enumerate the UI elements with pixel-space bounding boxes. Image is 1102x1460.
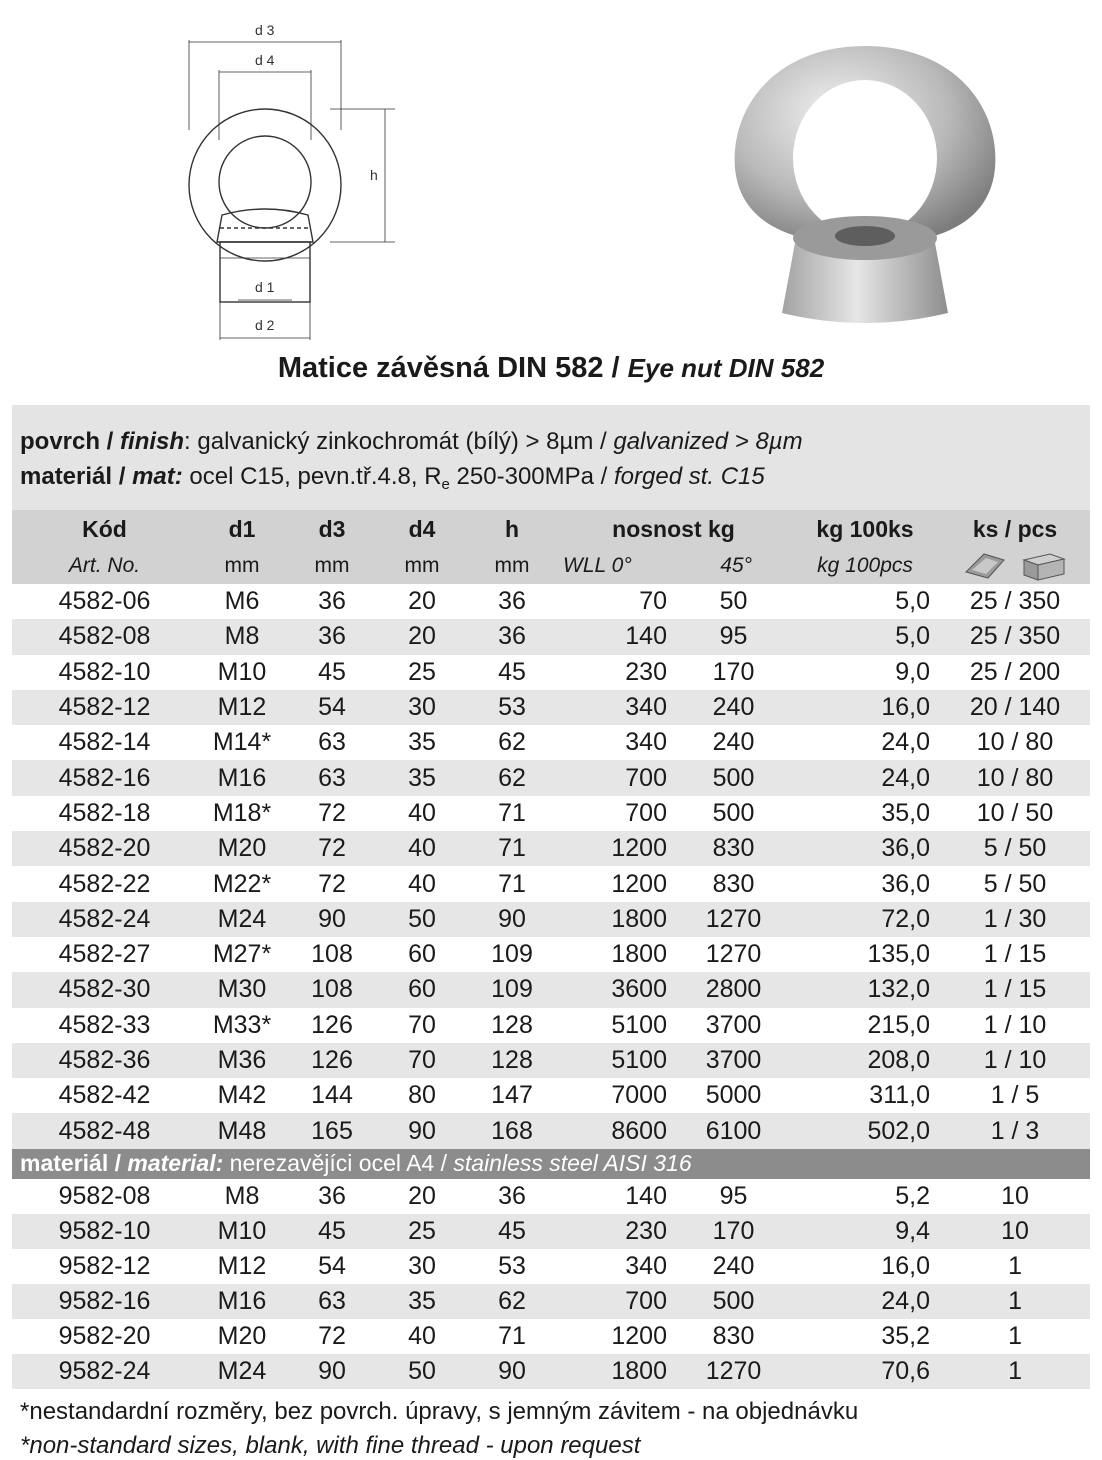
cell-code: 4582-16 bbox=[12, 760, 197, 795]
cell-pcs: 25 / 200 bbox=[969, 657, 1061, 686]
section-text-en: stainless steel AISI 316 bbox=[453, 1150, 692, 1177]
cell-d4: 40 bbox=[408, 798, 436, 827]
header-row-1 bbox=[12, 510, 1090, 548]
table-row bbox=[12, 796, 1090, 831]
table-row bbox=[12, 584, 1090, 619]
cell-wll-0: 7000 bbox=[611, 1081, 667, 1110]
cell-d3: 45 bbox=[287, 1214, 377, 1249]
cell-d4: 20 bbox=[408, 587, 436, 616]
cell-d1: M8 bbox=[197, 619, 287, 654]
product-table bbox=[12, 510, 1090, 1389]
cell-h: 128 bbox=[491, 1010, 533, 1039]
header-art-no: Art. No. bbox=[12, 548, 197, 584]
cell-d3: 63 bbox=[318, 728, 346, 757]
section-text-cz: nerezavějíci ocel A4 / bbox=[223, 1150, 447, 1177]
cell-pcs: 5 / 50 bbox=[940, 831, 1090, 866]
cell-wll-45: 170 bbox=[677, 1214, 790, 1249]
cell-d1: M14* bbox=[212, 728, 272, 757]
cell-d3: 90 bbox=[287, 902, 377, 937]
cell-d1: M22* bbox=[212, 869, 272, 898]
cell-d1: M20 bbox=[197, 831, 287, 866]
header-code: Kód bbox=[12, 510, 197, 548]
cell-weight: 215,0 bbox=[867, 1010, 931, 1039]
dim-label-d1: d 1 bbox=[255, 279, 275, 295]
stainless-rows bbox=[12, 1179, 1090, 1389]
cell-d1: M36 bbox=[197, 1043, 287, 1078]
header-row-2 bbox=[12, 548, 1090, 584]
header-unit-h: mm bbox=[467, 548, 557, 584]
cell-pcs: 1 / 3 bbox=[940, 1113, 1090, 1148]
table-row bbox=[12, 1043, 1090, 1078]
cell-code: 4582-22 bbox=[58, 869, 151, 898]
material-text-b: 250-300MPa / bbox=[449, 463, 608, 490]
cell-pcs: 10 bbox=[940, 1214, 1090, 1249]
cell-d3: 72 bbox=[318, 1321, 346, 1350]
cell-code: 9582-12 bbox=[58, 1251, 151, 1280]
cell-weight: 36,0 bbox=[790, 831, 940, 866]
table-row bbox=[12, 1078, 1090, 1113]
cell-wll-45: 6100 bbox=[677, 1113, 790, 1148]
table-row bbox=[12, 690, 1090, 725]
cell-d1: M48 bbox=[197, 1113, 287, 1148]
cell-d3: 72 bbox=[318, 869, 346, 898]
cell-wll-45: 95 bbox=[719, 1181, 748, 1210]
cell-wll-0: 700 bbox=[625, 798, 667, 827]
cell-d1: M24 bbox=[197, 1354, 287, 1389]
cell-code: 4582-12 bbox=[12, 690, 197, 725]
header-d1: d1 bbox=[197, 510, 287, 548]
cell-d4: 30 bbox=[377, 690, 467, 725]
eye-nut-technical-drawing bbox=[180, 10, 410, 350]
cell-d1: M10 bbox=[217, 657, 267, 686]
material-sub: e bbox=[441, 476, 450, 493]
cell-wll-0: 140 bbox=[557, 619, 677, 654]
cell-wll-0: 1800 bbox=[557, 1354, 677, 1389]
cell-d4: 40 bbox=[408, 1321, 436, 1350]
cell-wll-45: 830 bbox=[712, 869, 755, 898]
cell-wll-45: 170 bbox=[712, 657, 755, 686]
cell-wll-0: 230 bbox=[557, 1214, 677, 1249]
cell-code: 9582-08 bbox=[58, 1181, 151, 1210]
cell-d1: M42 bbox=[217, 1081, 267, 1110]
cell-weight: 70,6 bbox=[790, 1354, 940, 1389]
header-capacity: nosnost kg bbox=[557, 510, 790, 548]
cell-weight: 135,0 bbox=[867, 940, 931, 969]
table-row bbox=[12, 937, 1090, 972]
title-cz: Matice závěsná DIN 582 / bbox=[277, 352, 620, 384]
cell-d3: 108 bbox=[287, 972, 377, 1007]
header-wll-0: WLL 0° bbox=[563, 554, 632, 577]
cell-wll-0: 230 bbox=[625, 657, 667, 686]
cell-pcs: 1 bbox=[1008, 1251, 1022, 1280]
cell-weight: 5,0 bbox=[790, 619, 940, 654]
cell-d1: M12 bbox=[197, 690, 287, 725]
table-row bbox=[12, 760, 1090, 795]
cell-d4: 20 bbox=[377, 619, 467, 654]
cell-pcs: 1 / 15 bbox=[983, 940, 1047, 969]
cell-d1: M18* bbox=[212, 798, 272, 827]
cell-d3: 126 bbox=[287, 1043, 377, 1078]
cell-pcs: 10 / 80 bbox=[940, 760, 1090, 795]
table-row bbox=[12, 1319, 1090, 1354]
table-row bbox=[12, 866, 1090, 901]
dim-label-d4: d 4 bbox=[255, 52, 275, 68]
header-d3: d3 bbox=[287, 510, 377, 548]
cell-h: 90 bbox=[467, 1354, 557, 1389]
cell-wll-45: 5000 bbox=[705, 1081, 762, 1110]
cell-d4: 35 bbox=[377, 1284, 467, 1319]
cell-pcs: 1 / 10 bbox=[940, 1043, 1090, 1078]
bag-icon bbox=[964, 550, 1006, 580]
cell-d4: 70 bbox=[377, 1043, 467, 1078]
cell-wll-45: 240 bbox=[712, 1251, 755, 1280]
spec-box bbox=[12, 405, 1090, 510]
cell-h: 45 bbox=[498, 657, 526, 686]
cell-d4: 35 bbox=[377, 760, 467, 795]
cell-wll-45: 500 bbox=[712, 798, 755, 827]
cell-h: 109 bbox=[491, 940, 533, 969]
cell-wll-45: 500 bbox=[677, 760, 790, 795]
cell-code: 4582-06 bbox=[58, 587, 151, 616]
table-row bbox=[12, 619, 1090, 654]
cell-weight: 311,0 bbox=[869, 1081, 931, 1110]
finish-text-en: galvanized > 8µm bbox=[613, 428, 803, 455]
cell-weight: 35,2 bbox=[881, 1321, 931, 1350]
table-row bbox=[12, 902, 1090, 937]
eye-nut-photo bbox=[700, 38, 1030, 328]
cell-d1: M27* bbox=[212, 940, 272, 969]
cell-d4: 25 bbox=[377, 1214, 467, 1249]
cell-code: 4582-48 bbox=[12, 1113, 197, 1148]
cell-d3: 63 bbox=[287, 1284, 377, 1319]
cell-code: 4582-18 bbox=[58, 798, 151, 827]
material-line bbox=[20, 463, 765, 493]
footnote-en: *non-standard sizes, blank, with fine thread - upon request bbox=[20, 1432, 641, 1459]
finish-text: : galvanický zinkochromát (bílý) > 8µm / bbox=[184, 428, 607, 455]
galvanized-rows bbox=[12, 584, 1090, 1149]
cell-weight: 24,0 bbox=[790, 1284, 940, 1319]
cell-wll-0: 340 bbox=[625, 1251, 667, 1280]
table-row bbox=[12, 1214, 1090, 1249]
cell-d1: M10 bbox=[197, 1214, 287, 1249]
cell-code: 9582-20 bbox=[58, 1321, 151, 1350]
cell-weight: 72,0 bbox=[790, 902, 940, 937]
cell-d4: 50 bbox=[377, 902, 467, 937]
cell-pcs: 1 / 15 bbox=[940, 972, 1090, 1007]
material-label-en: mat: bbox=[132, 463, 183, 490]
cell-wll-45: 1270 bbox=[677, 902, 790, 937]
cell-weight: 24,0 bbox=[790, 760, 940, 795]
dim-label-d2: d 2 bbox=[255, 317, 275, 333]
finish-label-cz: povrch / bbox=[20, 428, 114, 455]
cell-wll-45: 830 bbox=[677, 831, 790, 866]
cell-wll-0: 140 bbox=[625, 1181, 667, 1210]
cell-d4: 90 bbox=[377, 1113, 467, 1148]
cell-code: 4582-24 bbox=[12, 902, 197, 937]
cell-code: 4582-10 bbox=[58, 657, 151, 686]
cell-pcs: 20 / 140 bbox=[940, 690, 1090, 725]
cell-d4: 40 bbox=[377, 831, 467, 866]
cell-d4: 50 bbox=[377, 1354, 467, 1389]
header-wll-45: 45° bbox=[720, 554, 753, 577]
cell-pcs: 1 / 5 bbox=[990, 1081, 1040, 1110]
cell-h: 45 bbox=[467, 1214, 557, 1249]
table-row bbox=[12, 655, 1090, 690]
cell-d3: 72 bbox=[318, 798, 346, 827]
cell-code: 4582-42 bbox=[58, 1081, 151, 1110]
cell-weight: 24,0 bbox=[881, 728, 931, 757]
cell-d3: 63 bbox=[287, 760, 377, 795]
cell-h: 128 bbox=[467, 1043, 557, 1078]
cell-d3: 144 bbox=[311, 1081, 353, 1110]
cell-d4: 20 bbox=[408, 1181, 436, 1210]
cell-wll-0: 3600 bbox=[557, 972, 677, 1007]
header-wll bbox=[557, 548, 790, 584]
cell-wll-0: 5100 bbox=[611, 1010, 667, 1039]
cell-pcs: 10 / 80 bbox=[976, 728, 1054, 757]
header-pcs: ks / pcs bbox=[940, 510, 1090, 548]
cell-wll-0: 700 bbox=[557, 1284, 677, 1319]
table-row bbox=[12, 1113, 1090, 1148]
cell-d1: M24 bbox=[197, 902, 287, 937]
cell-d4: 25 bbox=[408, 657, 436, 686]
cell-pcs: 1 bbox=[940, 1354, 1090, 1389]
cell-wll-45: 50 bbox=[719, 587, 748, 616]
cell-d3: 36 bbox=[287, 619, 377, 654]
cell-h: 53 bbox=[498, 1251, 526, 1280]
cell-d1: M12 bbox=[217, 1251, 267, 1280]
header-weight: kg 100ks bbox=[790, 510, 940, 548]
cell-wll-0: 340 bbox=[557, 690, 677, 725]
header-pack-icons bbox=[940, 548, 1090, 584]
cell-d1: M16 bbox=[197, 1284, 287, 1319]
material-label-cz: materiál / bbox=[20, 463, 126, 490]
dim-label-d3: d 3 bbox=[255, 22, 275, 38]
cell-wll-45: 500 bbox=[677, 1284, 790, 1319]
cell-h: 71 bbox=[498, 869, 526, 898]
cell-wll-0: 8600 bbox=[557, 1113, 677, 1148]
cell-code: 4582-30 bbox=[12, 972, 197, 1007]
cell-code: 4582-36 bbox=[12, 1043, 197, 1078]
cell-wll-45: 95 bbox=[677, 619, 790, 654]
dim-label-h: h bbox=[370, 167, 378, 183]
cell-h: 62 bbox=[467, 760, 557, 795]
cell-d4: 60 bbox=[377, 972, 467, 1007]
cell-code: 4582-14 bbox=[58, 728, 151, 757]
cell-wll-45: 2800 bbox=[677, 972, 790, 1007]
cell-h: 71 bbox=[498, 1321, 526, 1350]
table-row bbox=[12, 1249, 1090, 1284]
cell-d4: 60 bbox=[408, 940, 436, 969]
cell-weight: 132,0 bbox=[790, 972, 940, 1007]
cell-weight: 36,0 bbox=[881, 869, 931, 898]
cell-d4: 40 bbox=[408, 869, 436, 898]
cell-weight: 35,0 bbox=[881, 798, 931, 827]
cell-d1: M33* bbox=[212, 1010, 272, 1039]
cell-d1: M6 bbox=[224, 587, 260, 616]
cell-d1: M30 bbox=[197, 972, 287, 1007]
cell-wll-0: 1800 bbox=[611, 940, 667, 969]
cell-d4: 80 bbox=[408, 1081, 436, 1110]
cell-code: 9582-10 bbox=[12, 1214, 197, 1249]
cell-pcs: 5 / 50 bbox=[983, 869, 1047, 898]
cell-pcs: 1 / 10 bbox=[983, 1010, 1047, 1039]
table-row bbox=[12, 831, 1090, 866]
cell-h: 36 bbox=[498, 587, 526, 616]
cell-weight: 16,0 bbox=[881, 1251, 931, 1280]
header-unit-d1: mm bbox=[197, 548, 287, 584]
table-row bbox=[12, 1354, 1090, 1389]
cell-h: 53 bbox=[467, 690, 557, 725]
cell-d4: 30 bbox=[408, 1251, 436, 1280]
cell-code: 9582-16 bbox=[12, 1284, 197, 1319]
cell-weight: 16,0 bbox=[790, 690, 940, 725]
cell-pcs: 10 bbox=[1001, 1181, 1029, 1210]
footnote-cz: *nestandardní rozměry, bez povrch. úpravy, s jemným závitem - na objednávku bbox=[20, 1398, 859, 1425]
cell-wll-0: 700 bbox=[557, 760, 677, 795]
finish-label-en: finish bbox=[120, 428, 185, 455]
cell-d3: 165 bbox=[287, 1113, 377, 1148]
cell-weight: 5,2 bbox=[895, 1181, 931, 1210]
cell-wll-0: 1200 bbox=[557, 831, 677, 866]
cell-wll-0: 1800 bbox=[557, 902, 677, 937]
section-label-en: material: bbox=[127, 1150, 224, 1177]
table-row bbox=[12, 725, 1090, 760]
cell-h: 168 bbox=[467, 1113, 557, 1148]
cell-pcs: 10 / 50 bbox=[976, 798, 1054, 827]
table-row bbox=[12, 1179, 1090, 1214]
cell-h: 36 bbox=[467, 619, 557, 654]
cell-weight: 9,0 bbox=[895, 657, 931, 686]
cell-code: 9582-24 bbox=[12, 1354, 197, 1389]
cell-wll-45: 240 bbox=[712, 728, 755, 757]
cell-d1: M8 bbox=[224, 1181, 260, 1210]
cell-wll-45: 240 bbox=[677, 690, 790, 725]
cell-h: 36 bbox=[498, 1181, 526, 1210]
page-title bbox=[0, 352, 1102, 385]
stainless-section-header bbox=[12, 1149, 1090, 1179]
cell-weight: 9,4 bbox=[790, 1214, 940, 1249]
cell-pcs: 25 / 350 bbox=[969, 587, 1061, 616]
cell-code: 4582-27 bbox=[58, 940, 151, 969]
table-row bbox=[12, 972, 1090, 1007]
title-en: Eye nut DIN 582 bbox=[627, 353, 825, 383]
header-h: h bbox=[467, 510, 557, 548]
header-unit-d3: mm bbox=[287, 548, 377, 584]
cell-h: 71 bbox=[498, 798, 526, 827]
cell-wll-0: 70 bbox=[639, 587, 667, 616]
cell-wll-45: 3700 bbox=[705, 1010, 762, 1039]
cell-d3: 54 bbox=[287, 690, 377, 725]
cell-d3: 108 bbox=[311, 940, 353, 969]
cell-weight: 502,0 bbox=[790, 1113, 940, 1148]
cell-pcs: 1 / 30 bbox=[940, 902, 1090, 937]
cell-pcs: 25 / 350 bbox=[940, 619, 1090, 654]
cell-code: 4582-20 bbox=[12, 831, 197, 866]
cell-code: 4582-33 bbox=[58, 1010, 151, 1039]
cell-h: 62 bbox=[498, 728, 526, 757]
cell-wll-45: 830 bbox=[712, 1321, 755, 1350]
cell-d3: 126 bbox=[311, 1010, 353, 1039]
cell-h: 62 bbox=[467, 1284, 557, 1319]
cell-d3: 54 bbox=[318, 1251, 346, 1280]
cell-h: 90 bbox=[467, 902, 557, 937]
cell-wll-45: 3700 bbox=[677, 1043, 790, 1078]
cell-d4: 70 bbox=[408, 1010, 436, 1039]
section-label-cz: materiál / bbox=[20, 1150, 121, 1177]
cell-wll-0: 1200 bbox=[611, 1321, 667, 1350]
cell-code: 4582-08 bbox=[12, 619, 197, 654]
cell-wll-45: 1270 bbox=[677, 1354, 790, 1389]
cell-h: 71 bbox=[467, 831, 557, 866]
cell-d1: M20 bbox=[217, 1321, 267, 1350]
cell-d3: 90 bbox=[287, 1354, 377, 1389]
cell-d3: 45 bbox=[318, 657, 346, 686]
cell-wll-45: 1270 bbox=[705, 940, 762, 969]
cell-d4: 35 bbox=[408, 728, 436, 757]
finish-line bbox=[20, 428, 803, 456]
cell-wll-0: 340 bbox=[625, 728, 667, 757]
cell-weight: 5,0 bbox=[895, 587, 931, 616]
cell-d3: 36 bbox=[318, 1181, 346, 1210]
cell-d1: M16 bbox=[197, 760, 287, 795]
cell-weight: 208,0 bbox=[790, 1043, 940, 1078]
cell-pcs: 1 bbox=[1008, 1321, 1022, 1350]
material-text-a: ocel C15, pevn.tř.4.8, R bbox=[189, 463, 442, 490]
header-d4: d4 bbox=[377, 510, 467, 548]
box-icon bbox=[1020, 550, 1066, 582]
cell-wll-0: 1200 bbox=[611, 869, 667, 898]
table-row bbox=[12, 1284, 1090, 1319]
table-row bbox=[12, 1008, 1090, 1043]
header-unit-d4: mm bbox=[377, 548, 467, 584]
cell-wll-0: 5100 bbox=[557, 1043, 677, 1078]
cell-h: 147 bbox=[491, 1081, 533, 1110]
cell-pcs: 1 bbox=[940, 1284, 1090, 1319]
cell-h: 109 bbox=[467, 972, 557, 1007]
material-text-en: forged st. C15 bbox=[614, 463, 765, 490]
cell-d3: 72 bbox=[287, 831, 377, 866]
cell-d3: 36 bbox=[318, 587, 346, 616]
header-weight-en: kg 100pcs bbox=[790, 548, 940, 584]
